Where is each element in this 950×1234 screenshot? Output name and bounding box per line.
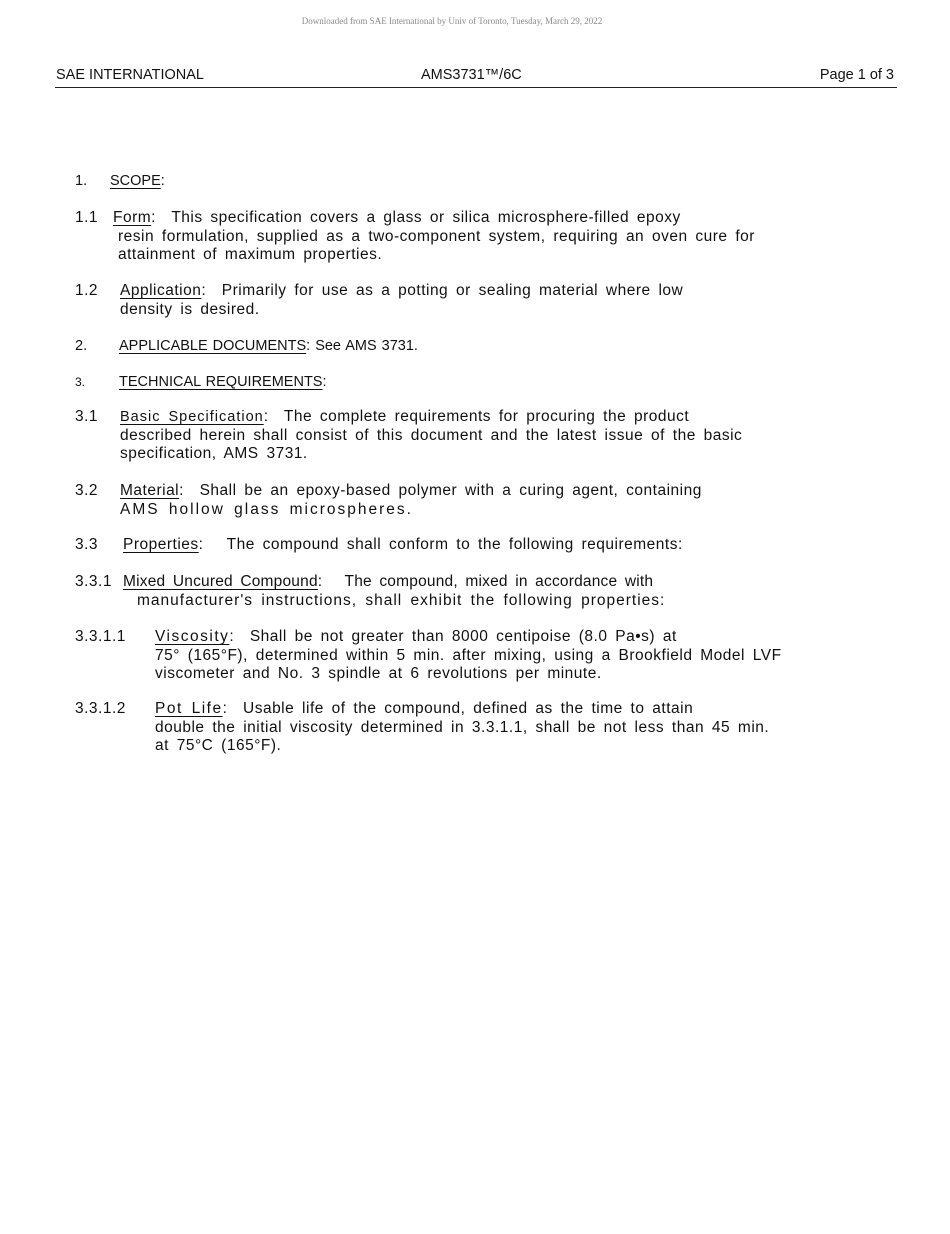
section-text-line1: Usable life of the compound, defined as the time to attain [243, 700, 694, 717]
section-title: Material [120, 482, 180, 499]
section-title: Pot Life [155, 700, 223, 717]
header-page-number: Page 1 of 3 [819, 67, 894, 83]
section-number: 3.3.1 [75, 573, 112, 590]
section-number: 3.3.1.1 [75, 628, 126, 645]
section-3-2-material: 3.2 Material: Shall be an epoxy-based polymer with a curing agent, containing AMS hollow glass microspheres. [75, 482, 805, 519]
header-doc-id: AMS3731™/6C [421, 67, 522, 83]
section-3-3-1-2-pot-life: 3.3.1.2 Pot Life: Usable life of the compound, defined as the time to attain double the initial viscosity determined in 3.3.1.1, shall be not less than 45 min. at 75°C (165°F). [75, 700, 805, 756]
section-text-line1: Shall be not greater than 8000 centipoise (8.0 Pa•s) at [249, 628, 677, 645]
section-number: 3.1 [75, 408, 99, 425]
section-text-line1: Shall be an epoxy-based polymer with a curing agent, containing [199, 482, 702, 499]
section-number: 2. [75, 338, 88, 354]
section-text-rest: double the initial viscosity determined in 3.3.1.1, shall be not less than 45 min. at 75°C (165°F). [155, 718, 770, 754]
section-text-rest: manufacturer's instructions, shall exhibit the following properties: [137, 591, 666, 609]
section-text-rest: 75° (165°F), determined within 5 min. after mixing, using a Brookfield Model LVF viscometer and No. 3 spindle at 6 revolutions per minute. [155, 646, 782, 682]
section-text-line1: The compound, mixed in accordance with [344, 573, 654, 590]
section-number: 3.3 [75, 536, 99, 553]
section-text-line1: The compound shall conform to the following requirements: [226, 536, 683, 553]
section-number: 1.2 [75, 282, 99, 299]
section-3-3-properties: 3.3 Properties: The compound shall conform to the following requirements: [75, 536, 683, 553]
section-3-1-basic-specification: 3.1 Basic Specification: The complete requirements for procuring the product described herein shall consist of this document and the latest issue of the basic specification, AMS 3731. [75, 408, 805, 464]
section-title: SCOPE [110, 173, 161, 189]
section-text-line1: This specification covers a glass or silica microsphere-filled epoxy [171, 209, 681, 226]
section-title: Properties [123, 536, 199, 553]
section-text-line1: The complete requirements for procuring the product [283, 408, 690, 425]
section-1-2-application: 1.2 Application: Primarily for use as a potting or sealing material where low density is desired. [75, 282, 805, 319]
section-text-rest: density is desired. [120, 300, 260, 318]
section-3-3-1-mixed-uncured-compound: 3.3.1 Mixed Uncured Compound: The compound, mixed in accordance with manufacturer's instructions, shall exhibit the following properties: [75, 573, 805, 610]
section-text-rest: resin formulation, supplied as a two-component system, requiring an oven cure for attainment of maximum properties. [118, 227, 755, 263]
section-number: 3.3.1.2 [75, 700, 126, 717]
header-org: SAE INTERNATIONAL [56, 67, 204, 83]
section-title: Form [113, 209, 152, 226]
section-title: TECHNICAL REQUIREMENTS [119, 374, 323, 390]
download-watermark: Downloaded from SAE International by Univ of Toronto, Tuesday, March 29, 2022 [301, 16, 603, 26]
section-title: Mixed Uncured Compound [123, 573, 318, 590]
section-title: APPLICABLE DOCUMENTS [119, 338, 307, 354]
section-number: 1.1 [75, 209, 99, 226]
section-text-line1: Primarily for use as a potting or sealing material where low [221, 282, 684, 299]
section-title: Viscosity [155, 628, 230, 645]
section-title: Basic Specification [120, 409, 264, 425]
page-header [55, 67, 897, 88]
section-number: 3.2 [75, 482, 99, 499]
section-title: Application [120, 282, 202, 299]
section-number: 3. [75, 375, 86, 389]
section-1-1-form: 1.1 Form: This specification covers a glass or silica microsphere-filled epoxy resin formulation, supplied as a two-component system, requiring an oven cure for attainment of maximum properties. [75, 209, 805, 265]
section-3-3-1-1-viscosity: 3.3.1.1 Viscosity: Shall be not greater than 8000 centipoise (8.0 Pa•s) at 75° (165°F), determined within 5 min. after mixing, using a Brookfield Model LVF viscometer and No. 3 spindle at 6 revolutions per minute. [75, 628, 805, 684]
section-number: 1. [75, 173, 88, 189]
section-text-rest: AMS hollow glass microspheres. [120, 500, 413, 518]
section-text-rest: described herein shall consist of this document and the latest issue of the basic specification, AMS 3731. [120, 426, 743, 462]
